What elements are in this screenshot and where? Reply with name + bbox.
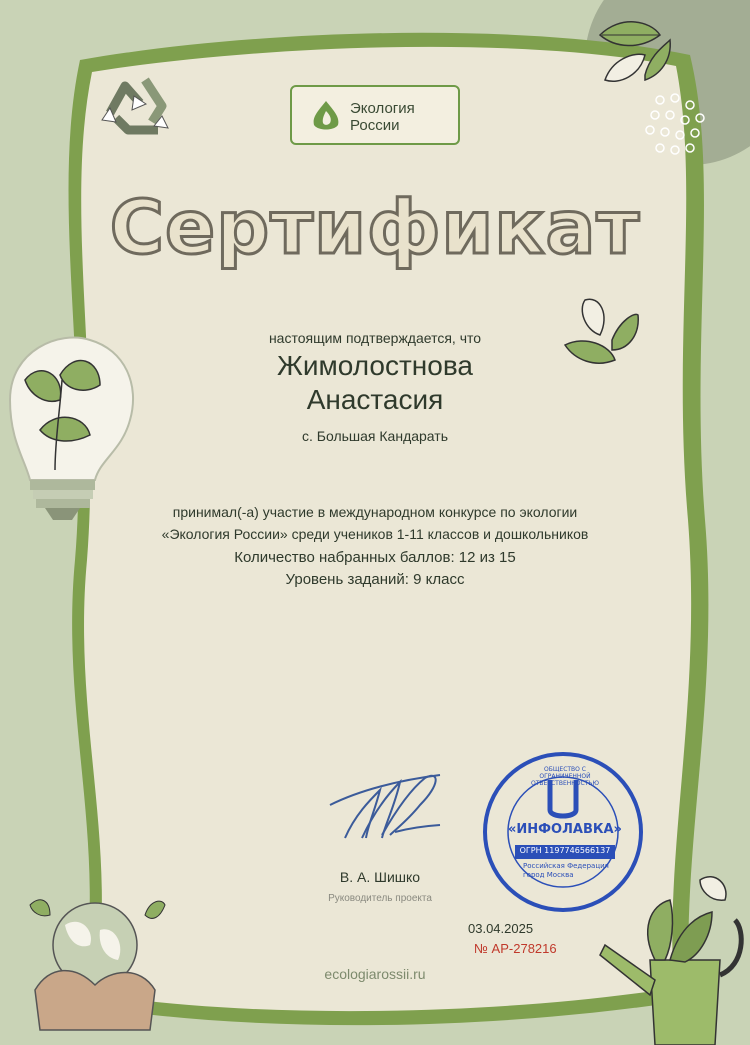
stamp-ogrn: ОГРН 1197746566137	[519, 846, 611, 855]
website-link[interactable]: ecologiarossii.ru	[324, 966, 426, 982]
certificate-title: Сертификат	[109, 185, 641, 271]
leaf-drop-icon	[310, 99, 342, 131]
stamp-line-1: Российская Федерация	[523, 862, 609, 870]
signer-role: Руководитель проекта	[328, 893, 432, 904]
body-line-2: «Экология России» среди учеников 1-11 классов и дошкольников	[161, 526, 589, 542]
body-score: Количество набранных баллов: 12 из 15	[234, 549, 516, 566]
certificate-number: № АР-278216	[474, 941, 557, 956]
logo-box	[290, 85, 460, 145]
stamp-org: «ИНФОЛАВКА»	[508, 822, 622, 837]
logo-text	[350, 100, 415, 134]
body-level: Уровень заданий: 9 класс	[285, 571, 465, 588]
issue-date: 03.04.2025	[468, 921, 534, 936]
logo-line-1: Экология	[350, 100, 415, 117]
logo-line-2: России	[350, 117, 400, 134]
stamp-ring-text: ОБЩЕСТВО С ОГРАНИЧЕННОЙ ОТВЕТСТВЕННОСТЬЮ	[531, 766, 599, 787]
recipient-surname: Жимолостнова	[277, 350, 473, 381]
body-line-1: принимал(-а) участие в международном конкурсе по экологии	[172, 504, 578, 520]
intro-text: настоящим подтверждается, что	[268, 330, 482, 346]
stamp-line-2: город Москва	[523, 871, 574, 879]
signer-name: В. А. Шишко	[339, 869, 421, 885]
recipient-name: Анастасия	[306, 384, 444, 415]
recipient-location: с. Большая Кандарать	[302, 428, 448, 444]
